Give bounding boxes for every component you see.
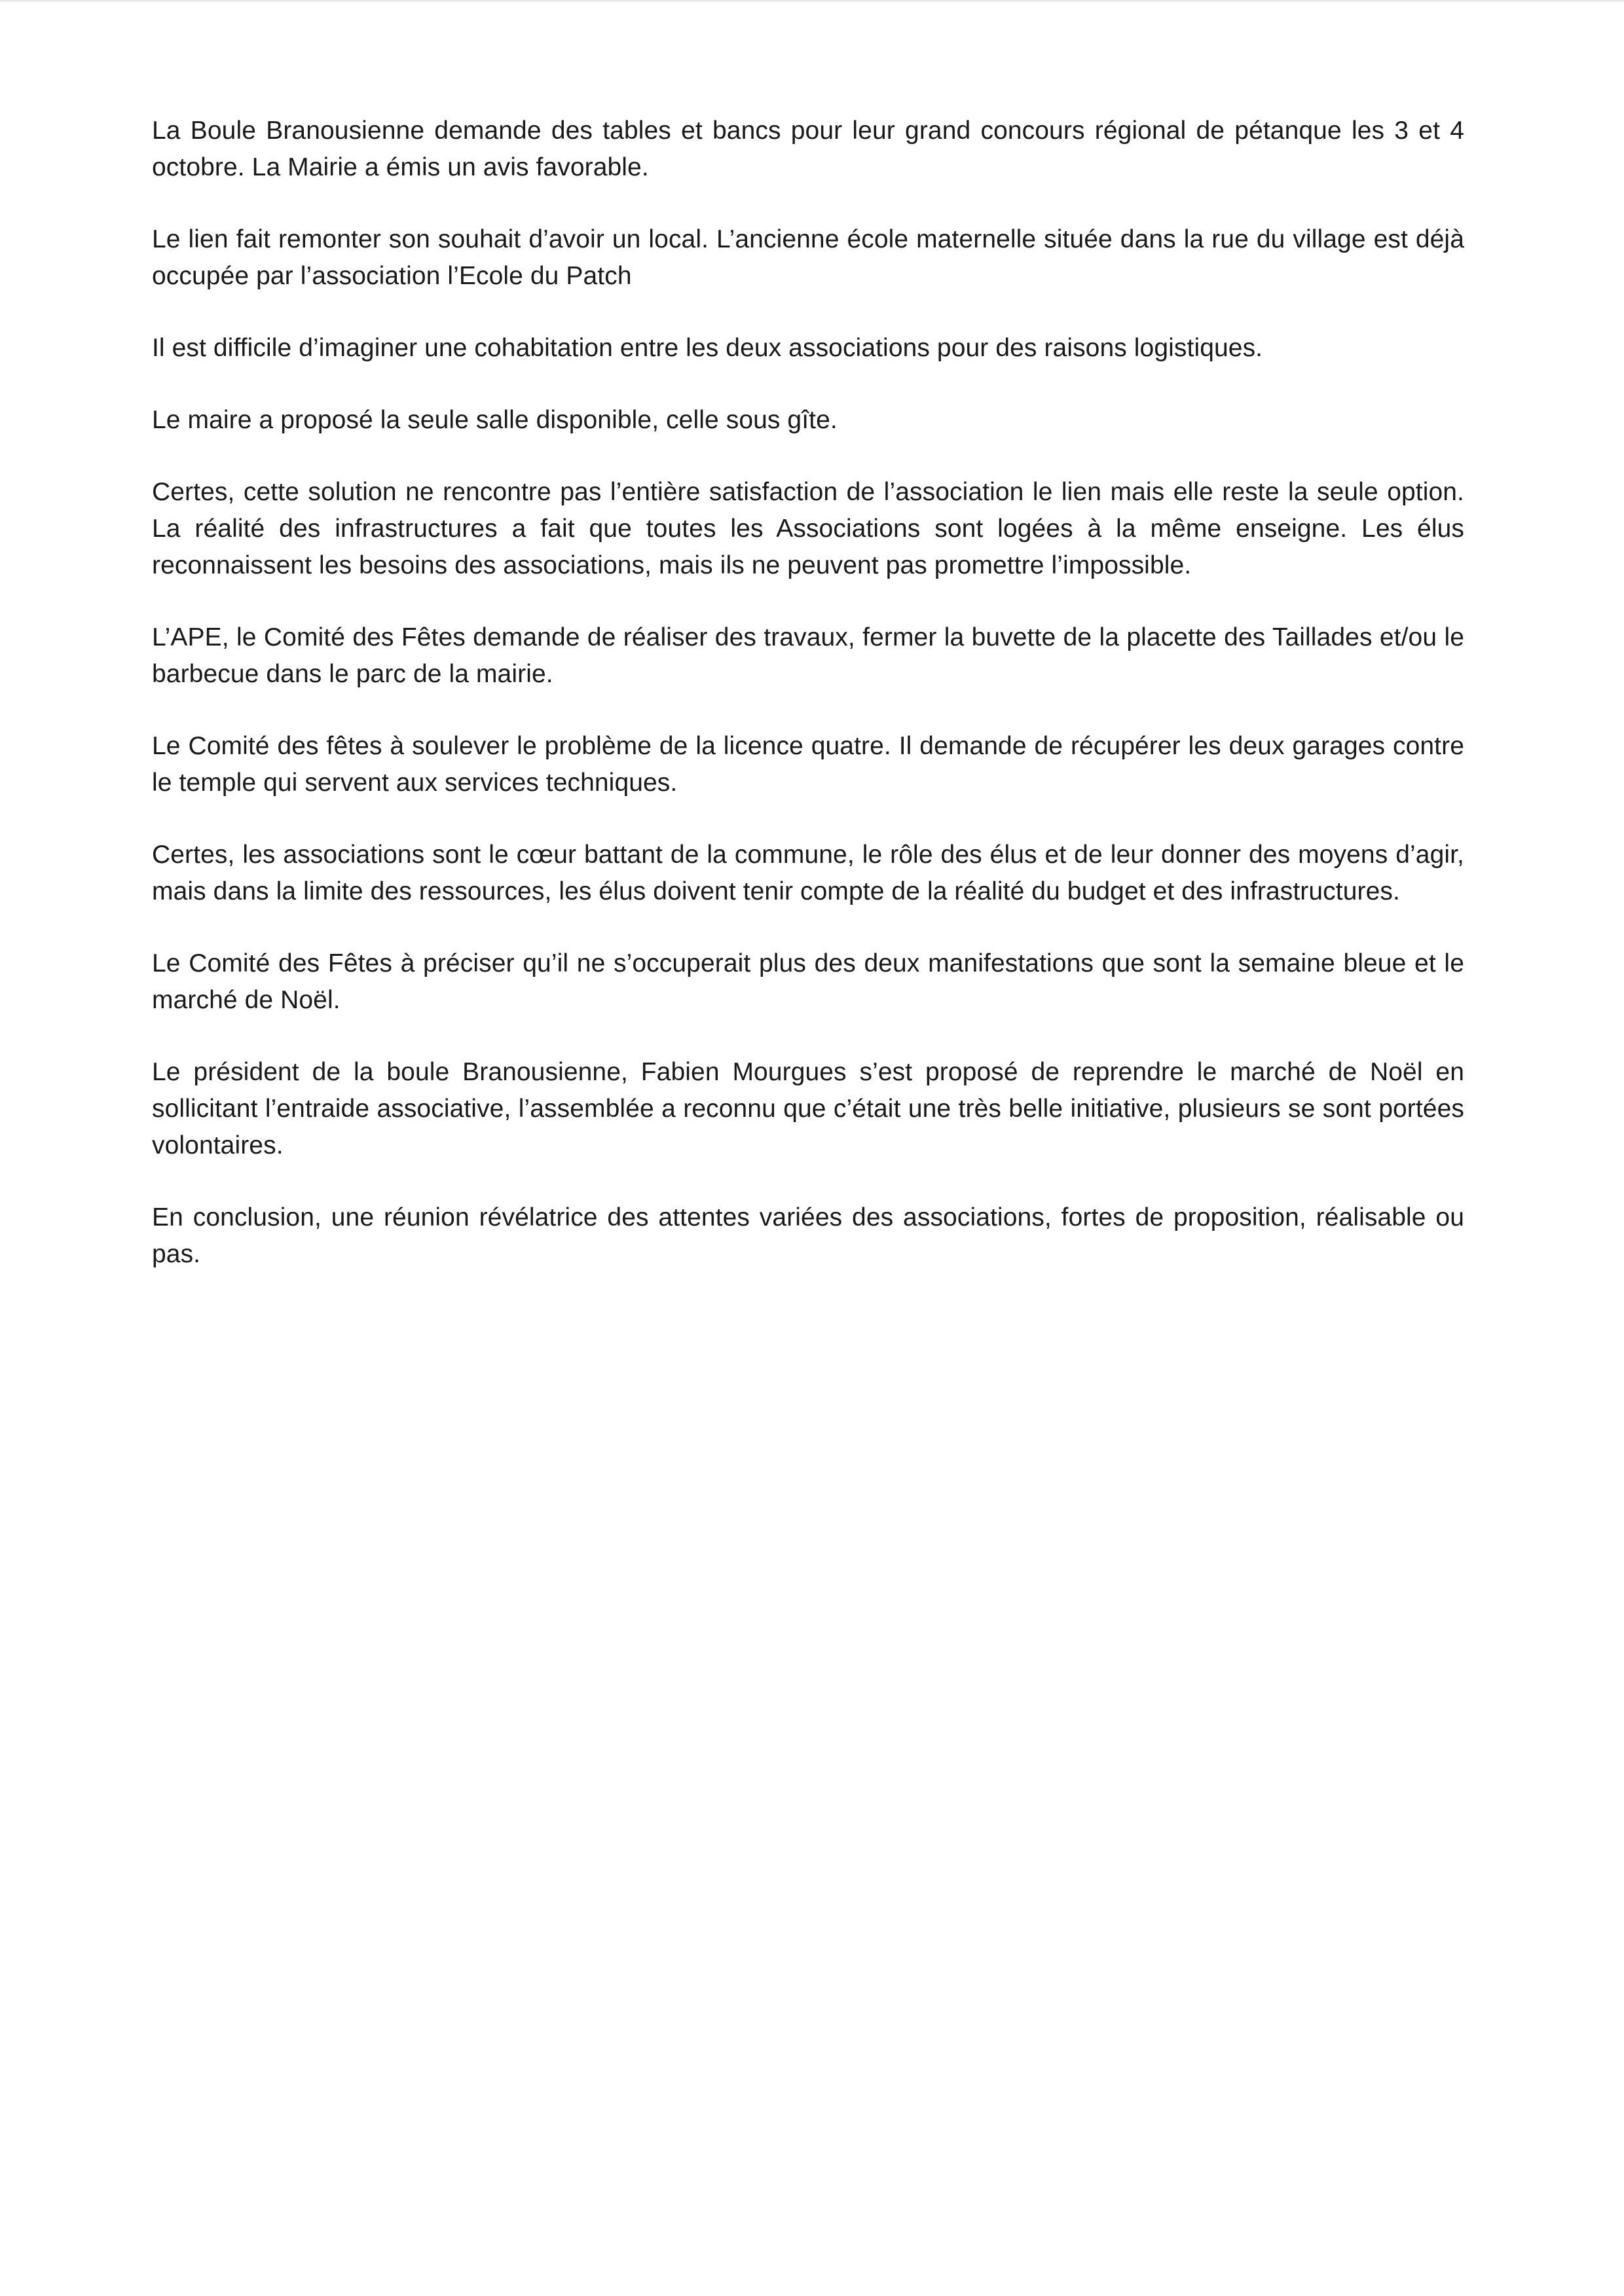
paragraph-le-lien-local: Le lien fait remonter son souhait d’avoir un local. L’ancienne école maternelle située dans la rue du village est déjà occupée par l’association l’Ecole du Patch xyxy=(152,225,1464,290)
scan-top-edge xyxy=(0,0,1624,3)
paragraph-marche-de-noel: Le président de la boule Branousienne, Fabien Mourgues s’est proposé de reprendre le marché de Noël en sollicitant l’entraide associative, l’assemblée a reconnu que c’était une très belle initiative, plusieurs se sont portées volontaires. xyxy=(152,1058,1464,1159)
paragraph-infrastructures: Certes, cette solution ne rencontre pas l’entière satisfaction de l’association le lien mais elle reste la seule option. La réalité des infrastructures a fait que toutes les Associations sont logées à la même enseigne. Les élus reconnaissent les besoins des associations, mais ils ne peuvent pas promettre l’impossible. xyxy=(152,478,1464,579)
document-body xyxy=(152,113,1464,1308)
paragraph-role-des-elus: Certes, les associations sont le cœur battant de la commune, le rôle des élus et de leur donner des moyens d’agir, mais dans la limite des ressources, les élus doivent tenir compte de la réalité du budget et des infrastructures. xyxy=(152,841,1464,905)
paragraph-licence-quatre: Le Comité des fêtes à soulever le problème de la licence quatre. Il demande de récupérer les deux garages contre le temple qui servent aux services techniques. xyxy=(152,732,1464,797)
paragraph-manifestations: Le Comité des Fêtes à préciser qu’il ne s’occuperait plus des deux manifestations que sont la semaine bleue et le marché de Noël. xyxy=(152,949,1464,1014)
paragraph-conclusion: En conclusion, une réunion révélatrice des attentes variées des associations, fortes de proposition, réalisable ou pas. xyxy=(152,1203,1464,1268)
paragraph-ape-comite-travaux: L’APE, le Comité des Fêtes demande de réaliser des travaux, fermer la buvette de la placette des Taillades et/ou le barbecue dans le parc de la mairie. xyxy=(152,623,1464,688)
paragraph-boule-branousienne-request: La Boule Branousienne demande des tables et bancs pour leur grand concours régional de pétanque les 3 et 4 octobre. La Mairie a émis un avis favorable. xyxy=(152,117,1464,181)
paragraph-salle-proposee: Le maire a proposé la seule salle disponible, celle sous gîte. xyxy=(152,406,838,434)
paragraph-cohabitation: Il est difficile d’imaginer une cohabitation entre les deux associations pour des raisons logistiques. xyxy=(152,334,1263,362)
